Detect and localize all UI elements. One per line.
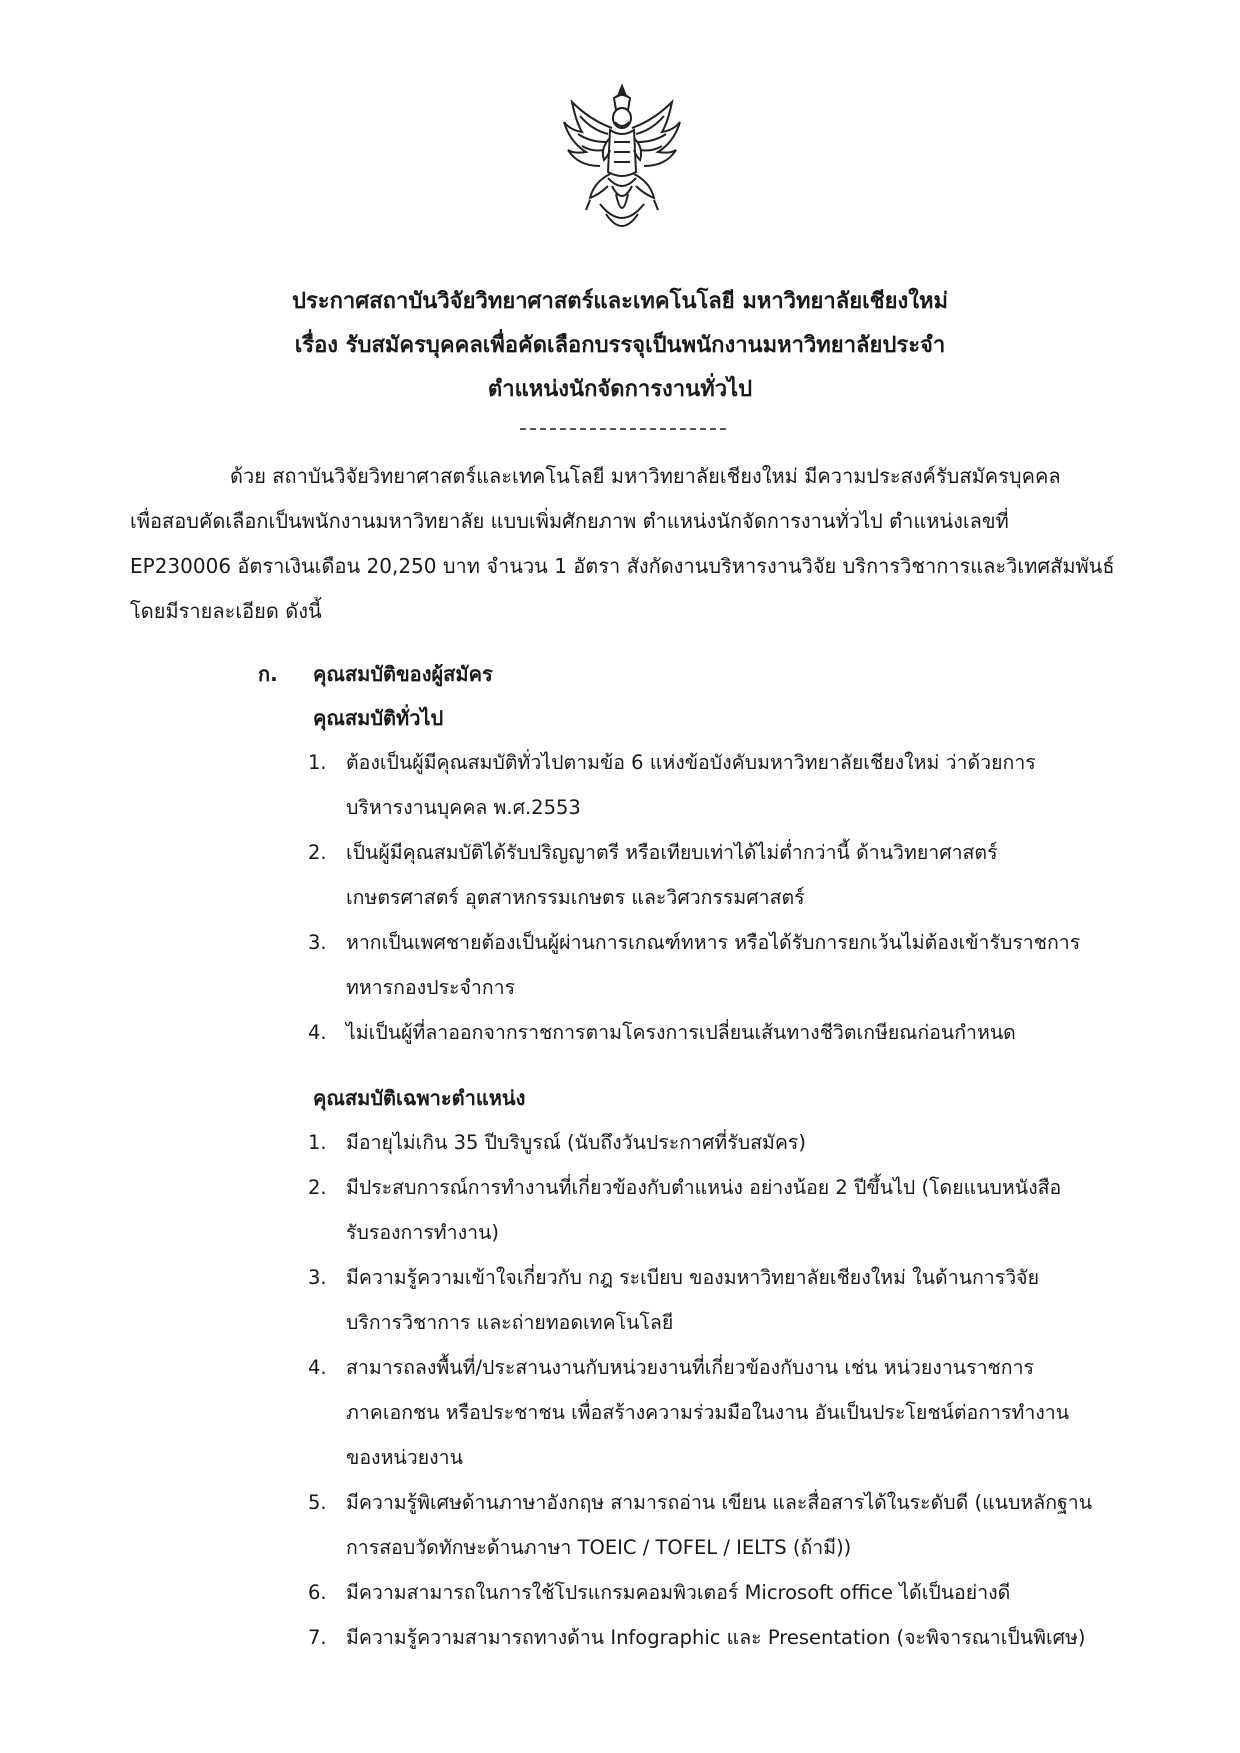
heading-line-3: ตำแหน่งนักจัดการงานทั่วไป bbox=[487, 377, 753, 402]
item-text: ไม่เป็นผู้ที่ลาออกจากราชการตามโครงการเปลี่ยนเส้นทางชีวิตเกษียณก่อนกำหนด bbox=[346, 1021, 1016, 1044]
item-text: มีประสบการณ์การทำงานที่เกี่ยวข้องกับตำแหน่ง อย่างน้อย 2 ปีขึ้นไป (โดยแนบหนังสือ bbox=[346, 1176, 1062, 1199]
item-text: ทหารกองประจำการ bbox=[346, 976, 516, 999]
general-item bbox=[308, 740, 1138, 830]
item-text: เป็นผู้มีคุณสมบัติได้รับปริญญาตรี หรือเทียบเท่าได้ไม่ต่ำกว่านี้ ด้านวิทยาศาสตร์ bbox=[346, 841, 998, 864]
item-number: 1. bbox=[308, 751, 327, 774]
item-text: ต้องเป็นผู้มีคุณสมบัติทั่วไปตามข้อ 6 แห่งข้อบังคับมหาวิทยาลัยเชียงใหม่ ว่าด้วยการ bbox=[346, 751, 1036, 774]
heading-line-1: ประกาศสถาบันวิจัยวิทยาศาสตร์และเทคโนโลยี มหาวิทยาลัยเชียงใหม่ bbox=[291, 289, 948, 314]
item-text: มีอายุไม่เกิน 35 ปีบริบูรณ์ (นับถึงวันประกาศที่รับสมัคร) bbox=[346, 1131, 806, 1154]
specific-item bbox=[308, 1120, 1138, 1165]
section-a-title: คุณสมบัติของผู้สมัคร bbox=[313, 662, 493, 686]
item-number: 1. bbox=[308, 1131, 327, 1154]
item-number: 7. bbox=[308, 1626, 327, 1649]
item-number: 3. bbox=[308, 1266, 327, 1289]
item-number: 5. bbox=[308, 1491, 327, 1514]
section-a-number: ก. bbox=[258, 662, 278, 686]
intro-line: เพื่อสอบคัดเลือกเป็นพนักงานมหาวิทยาลัย แบบเพิ่มศักยภาพ ตำแหน่งนักจัดการงานทั่วไป ตำแหน่งเลขที่ bbox=[130, 509, 1009, 533]
item-text: ภาคเอกชน หรือประชาชน เพื่อสร้างความร่วมมือในงาน อันเป็นประโยชน์ต่อการทำงาน bbox=[346, 1401, 1070, 1424]
item-text: เกษตรศาสตร์ อุตสาหกรรมเกษตร และวิศวกรรมศาสตร์ bbox=[346, 886, 805, 909]
specific-qualifications-title: คุณสมบัติเฉพาะตำแหน่ง bbox=[313, 1086, 526, 1110]
item-number: 3. bbox=[308, 931, 327, 954]
intro-paragraph bbox=[130, 454, 1135, 634]
specific-item bbox=[308, 1570, 1138, 1615]
garuda-emblem-icon bbox=[560, 82, 684, 240]
item-text: บริหารงานบุคคล พ.ศ.2553 bbox=[346, 796, 581, 819]
item-number: 4. bbox=[308, 1356, 327, 1379]
general-qualifications-title: คุณสมบัติทั่วไป bbox=[313, 706, 444, 730]
item-text: มีความรู้ความเข้าใจเกี่ยวกับ กฎ ระเบียบ ของมหาวิทยาลัยเชียงใหม่ ในด้านการวิจัย bbox=[346, 1266, 1040, 1289]
item-number: 6. bbox=[308, 1581, 327, 1604]
item-number: 2. bbox=[308, 1176, 327, 1199]
general-item bbox=[308, 830, 1138, 920]
item-number: 4. bbox=[308, 1021, 327, 1044]
item-text: รับรองการทำงาน) bbox=[346, 1221, 500, 1244]
item-text: หากเป็นเพศชายต้องเป็นผู้ผ่านการเกณฑ์ทหาร หรือได้รับการยกเว้นไม่ต้องเข้ารับราชการ bbox=[346, 931, 1081, 954]
heading-divider bbox=[520, 428, 726, 430]
item-text: ของหน่วยงาน bbox=[346, 1446, 463, 1469]
item-text: สามารถลงพื้นที่/ประสานงานกับหน่วยงานที่เกี่ยวข้องกับงาน เช่น หน่วยงานราชการ bbox=[346, 1356, 1034, 1379]
intro-line: โดยมีรายละเอียด ดังนี้ bbox=[130, 599, 322, 623]
intro-line: ด้วย สถาบันวิจัยวิทยาศาสตร์และเทคโนโลยี มหาวิทยาลัยเชียงใหม่ มีความประสงค์รับสมัครบุคคล bbox=[230, 464, 1061, 488]
item-text: การสอบวัดทักษะด้านภาษา TOEIC / TOFEL / IELTS (ถ้ามี)) bbox=[346, 1536, 852, 1559]
specific-item bbox=[308, 1165, 1138, 1255]
item-text: มีความรู้พิเศษด้านภาษาอังกฤษ สามารถอ่าน เขียน และสื่อสารได้ในระดับดี (แนบหลักฐาน bbox=[346, 1491, 1093, 1514]
item-text: บริการวิชาการ และถ่ายทอดเทคโนโลยี bbox=[346, 1311, 674, 1334]
item-text: มีความสามารถในการใช้โปรแกรมคอมพิวเตอร์ Microsoft office ได้เป็นอย่างดี bbox=[346, 1581, 1011, 1604]
announcement-heading bbox=[0, 280, 1240, 412]
general-item bbox=[308, 920, 1138, 1010]
heading-line-2: เรื่อง รับสมัครบุคคลเพื่อคัดเลือกบรรจุเป็นพนักงานมหาวิทยาลัยประจำ bbox=[294, 333, 946, 358]
specific-item bbox=[308, 1345, 1138, 1480]
item-text: มีความรู้ความสามารถทางด้าน Infographic และ Presentation (จะพิจารณาเป็นพิเศษ) bbox=[346, 1626, 1086, 1649]
specific-item bbox=[308, 1255, 1138, 1345]
section-a-heading bbox=[258, 652, 493, 696]
specific-item bbox=[308, 1480, 1138, 1570]
specific-item bbox=[308, 1615, 1138, 1660]
item-number: 2. bbox=[308, 841, 327, 864]
intro-line: EP230006 อัตราเงินเดือน 20,250 บาท จำนวน 1 อัตรา สังกัดงานบริหารงานวิจัย บริการวิชาการและวิเทศสัมพันธ์ bbox=[130, 554, 1115, 578]
general-item bbox=[308, 1010, 1138, 1055]
